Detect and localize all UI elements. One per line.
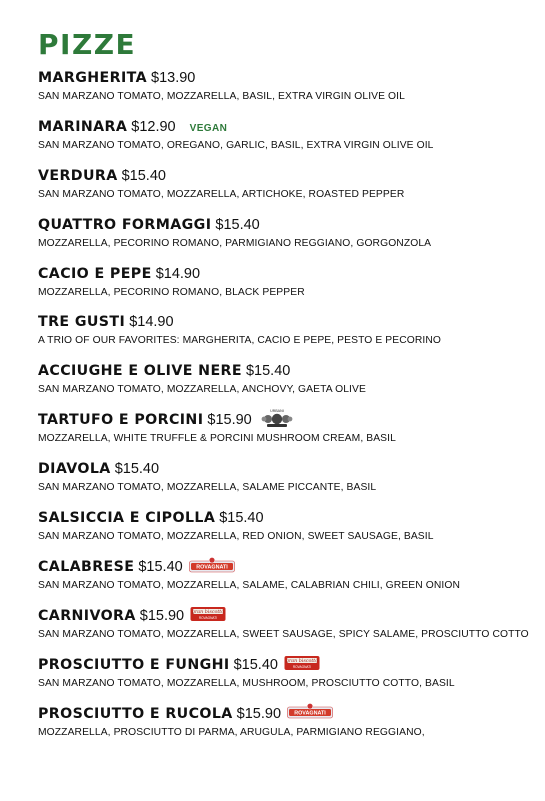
menu-item [38, 651, 527, 700]
menu-item-heading [38, 410, 296, 430]
item-description: A TRIO OF OUR FAVORITES: MARGHERITA, CACIO E PEPE, PESTO E PECORINO [38, 335, 442, 347]
menu-item [38, 455, 527, 504]
menu-item [38, 700, 527, 749]
item-price: $13.90 [151, 70, 196, 86]
item-description: SAN MARZANO TOMATO, MOZZARELLA, SALAME, CALABRIAN CHILI, GREEN ONION [38, 579, 460, 591]
item-name: VERDURA [38, 167, 118, 184]
svg-text:ROVAGNATI: ROVAGNATI [294, 710, 326, 717]
pizza-menu [38, 28, 527, 748]
item-price: $15.90 [139, 607, 185, 624]
item-description: SAN MARZANO TOMATO, MOZZARELLA, BASIL, EXTRA VIRGIN OLIVE OIL [38, 91, 405, 102]
menu-item-heading [38, 704, 333, 724]
item-price: $15.90 [207, 412, 252, 429]
menu-item [38, 211, 527, 260]
menu-item [38, 602, 527, 651]
svg-text:ROVAGNATI: ROVAGNATI [292, 664, 312, 669]
menu-item-heading [38, 655, 320, 675]
svg-text:URBANI: URBANI [269, 409, 284, 414]
item-description: SAN MARZANO TOMATO, MOZZARELLA, SWEET SAUSAGE, SPICY SALAME, PROSCIUTTO COTTO [38, 628, 529, 640]
item-description: SAN MARZANO TOMATO, MOZZARELLA, MUSHROOM, PROSCIUTTO COTTO, BASIL [38, 677, 455, 689]
item-name: QUATTRO FORMAGGI [38, 216, 212, 233]
item-price: $15.40 [138, 558, 183, 575]
item-name: PROSCIUTTO E RUCOLA [38, 705, 233, 722]
item-name: DIAVOLA [38, 461, 111, 478]
menu-item-heading [38, 361, 290, 381]
item-description: SAN MARZANO TOMATO, MOZZARELLA, ARTICHOKE, ROASTED PEPPER [38, 188, 405, 200]
menu-item [38, 504, 527, 553]
item-description: MOZZARELLA, PROSCIUTTO DI PARMA, ARUGULA, PARMIGIANO REGGIANO, [38, 726, 425, 738]
item-price: $15.90 [236, 705, 282, 722]
rovagnati-logo [287, 703, 333, 719]
item-description: MOZZARELLA, PECORINO ROMANO, PARMIGIANO REGGIANO, GORGONZOLA [38, 237, 432, 249]
menu-item [38, 162, 527, 211]
gran-biscotto-logo [190, 605, 226, 622]
item-price: $15.40 [245, 363, 291, 380]
item-price: $15.40 [215, 216, 260, 233]
menu-item [38, 553, 527, 602]
item-price: $14.90 [129, 314, 174, 331]
item-description: SAN MARZANO TOMATO, MOZZARELLA, SALAME PICCANTE, BASIL [38, 482, 377, 494]
rovagnati-logo [189, 557, 235, 573]
menu-item-heading [38, 117, 227, 137]
menu-item-heading [38, 508, 264, 528]
item-description: SAN MARZANO TOMATO, MOZZARELLA, RED ONION, SWEET SAUSAGE, BASIL [38, 531, 434, 543]
menu-item [38, 64, 527, 113]
menu-item-heading [38, 215, 260, 235]
item-name: PROSCIUTTO E FUNGHI [38, 656, 230, 673]
item-name: TARTUFO E PORCINI [38, 412, 204, 429]
item-name: CACIO E PEPE [38, 265, 152, 282]
menu-item-heading [38, 606, 226, 626]
menu-item-heading [38, 68, 195, 88]
item-name: CALABRESE [38, 558, 135, 575]
menu-item-heading [38, 166, 166, 186]
item-price: $12.90 [131, 118, 176, 135]
urbani-truffle-logo [258, 408, 296, 428]
item-price: $15.40 [233, 656, 278, 673]
item-name: ACCIUGHE E OLIVE NERE [38, 363, 242, 380]
gran-biscotto-logo [284, 654, 320, 671]
menu-item [38, 406, 527, 455]
menu-item-heading [38, 264, 200, 284]
item-name: MARGHERITA [38, 70, 147, 86]
item-name: TRE GUSTI [38, 314, 126, 331]
item-description: MOZZARELLA, WHITE TRUFFLE & PORCINI MUSHROOM CREAM, BASIL [38, 433, 396, 445]
item-price: $15.40 [121, 167, 166, 184]
svg-text:gran biscotto: gran biscotto [192, 610, 225, 616]
item-price: $14.90 [155, 265, 201, 282]
item-name: MARINARA [38, 118, 128, 135]
menu-title: PIZZE [38, 28, 137, 61]
menu-item-heading [38, 557, 235, 577]
item-name: SALSICCIA E CIPOLLA [38, 510, 216, 527]
item-price: $15.40 [219, 510, 264, 527]
item-description: SAN MARZANO TOMATO, MOZZARELLA, ANCHOVY, GAETA OLIVE [38, 384, 366, 396]
item-description: SAN MARZANO TOMATO, OREGANO, GARLIC, BASIL, EXTRA VIRGIN OLIVE OIL [38, 139, 434, 151]
menu-item-heading [38, 312, 174, 332]
menu-item [38, 260, 527, 309]
item-name: CARNIVORA [38, 607, 136, 624]
svg-text:ROVAGNATI: ROVAGNATI [198, 616, 218, 621]
menu-items [38, 64, 527, 748]
menu-item-heading [38, 459, 159, 479]
vegan-badge: VEGAN [189, 122, 228, 134]
svg-text:ROVAGNATI: ROVAGNATI [195, 564, 228, 571]
item-description: MOZZARELLA, PECORINO ROMANO, BLACK PEPPER [38, 286, 305, 298]
menu-item [38, 308, 527, 357]
svg-text:gran biscotto: gran biscotto [285, 659, 319, 665]
menu-item [38, 357, 527, 406]
item-price: $15.40 [114, 461, 160, 478]
menu-item [38, 113, 527, 162]
